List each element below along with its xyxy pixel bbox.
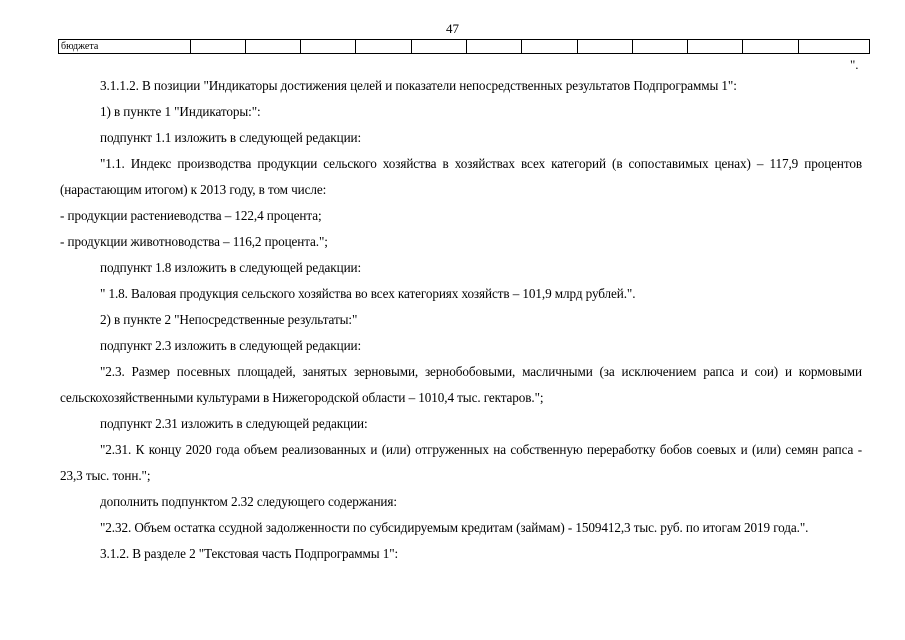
paragraph-subitem-2-3-intro: подпункт 2.3 изложить в следующей редакции: bbox=[100, 338, 362, 353]
paragraph-subitem-1-1-intro: подпункт 1.1 изложить в следующей редакции: bbox=[100, 130, 362, 145]
paragraph-subitem-1-8-intro: подпункт 1.8 изложить в следующей редакции: bbox=[100, 260, 362, 275]
budget-table-fragment bbox=[58, 39, 870, 54]
page-number: 47 bbox=[446, 21, 459, 36]
paragraph-item-1: 1) в пункте 1 "Индикаторы:": bbox=[100, 104, 261, 119]
table-cell bbox=[245, 40, 300, 54]
table-cell bbox=[466, 40, 521, 54]
table-cell bbox=[632, 40, 687, 54]
table-cell bbox=[798, 40, 869, 54]
closing-quote: ". bbox=[850, 57, 859, 72]
table-cell bbox=[190, 40, 245, 54]
table-row bbox=[59, 40, 870, 54]
table-cell bbox=[411, 40, 466, 54]
paragraph-subitem-2-31-intro: подпункт 2.31 изложить в следующей редакции: bbox=[100, 416, 368, 431]
table-cell bbox=[522, 40, 577, 54]
paragraph-3-1-1-2: 3.1.1.2. В позиции "Индикаторы достижения целей и показатели непосредственных результатов Подпрограммы 1": bbox=[100, 78, 737, 93]
paragraph-livestock-production: - продукции животноводства – 116,2 процента."; bbox=[60, 234, 328, 249]
paragraph-subitem-2-32-intro: дополнить подпунктом 2.32 следующего содержания: bbox=[100, 494, 397, 509]
table-cell-label: бюджета bbox=[59, 40, 191, 54]
paragraph-subitem-2-3-text: "2.3. Размер посевных площадей, занятых зерновыми, зернобобовыми, масличными (за исключением рапса и сои) и кормовыми сельскохозяйственными культурами в Нижегородской области – 1010,4 тыс. гектаров."; bbox=[60, 364, 862, 405]
paragraph-item-2: 2) в пункте 2 "Непосредственные результаты:" bbox=[100, 312, 358, 327]
document-body bbox=[60, 73, 862, 567]
table-cell bbox=[301, 40, 356, 54]
table-cell bbox=[356, 40, 411, 54]
table-cell bbox=[743, 40, 798, 54]
paragraph-subitem-1-1-text: "1.1. Индекс производства продукции сельского хозяйства в хозяйствах всех категорий (в сопоставимых ценах) – 117,9 процентов (нарастающим итогом) к 2013 году, в том числе: bbox=[60, 156, 862, 197]
paragraph-3-1-2: 3.1.2. В разделе 2 "Текстовая часть Подпрограммы 1": bbox=[100, 546, 399, 561]
paragraph-subitem-1-8-text: " 1.8. Валовая продукция сельского хозяйства во всех категориях хозяйств – 101,9 млрд рублей.". bbox=[100, 286, 636, 301]
table-cell bbox=[688, 40, 743, 54]
table-cell bbox=[577, 40, 632, 54]
paragraph-subitem-2-31-text: "2.31. К концу 2020 года объем реализованных и (или) отгруженных на собственную переработку бобов соевых и (или) семян рапса - 23,3 тыс. тонн."; bbox=[60, 442, 862, 483]
paragraph-crop-production: - продукции растениеводства – 122,4 процента; bbox=[60, 208, 322, 223]
paragraph-subitem-2-32-text: "2.32. Объем остатка ссудной задолженности по субсидируемым кредитам (займам) - 1509412,3 тыс. руб. по итогам 2019 года.". bbox=[100, 520, 809, 535]
